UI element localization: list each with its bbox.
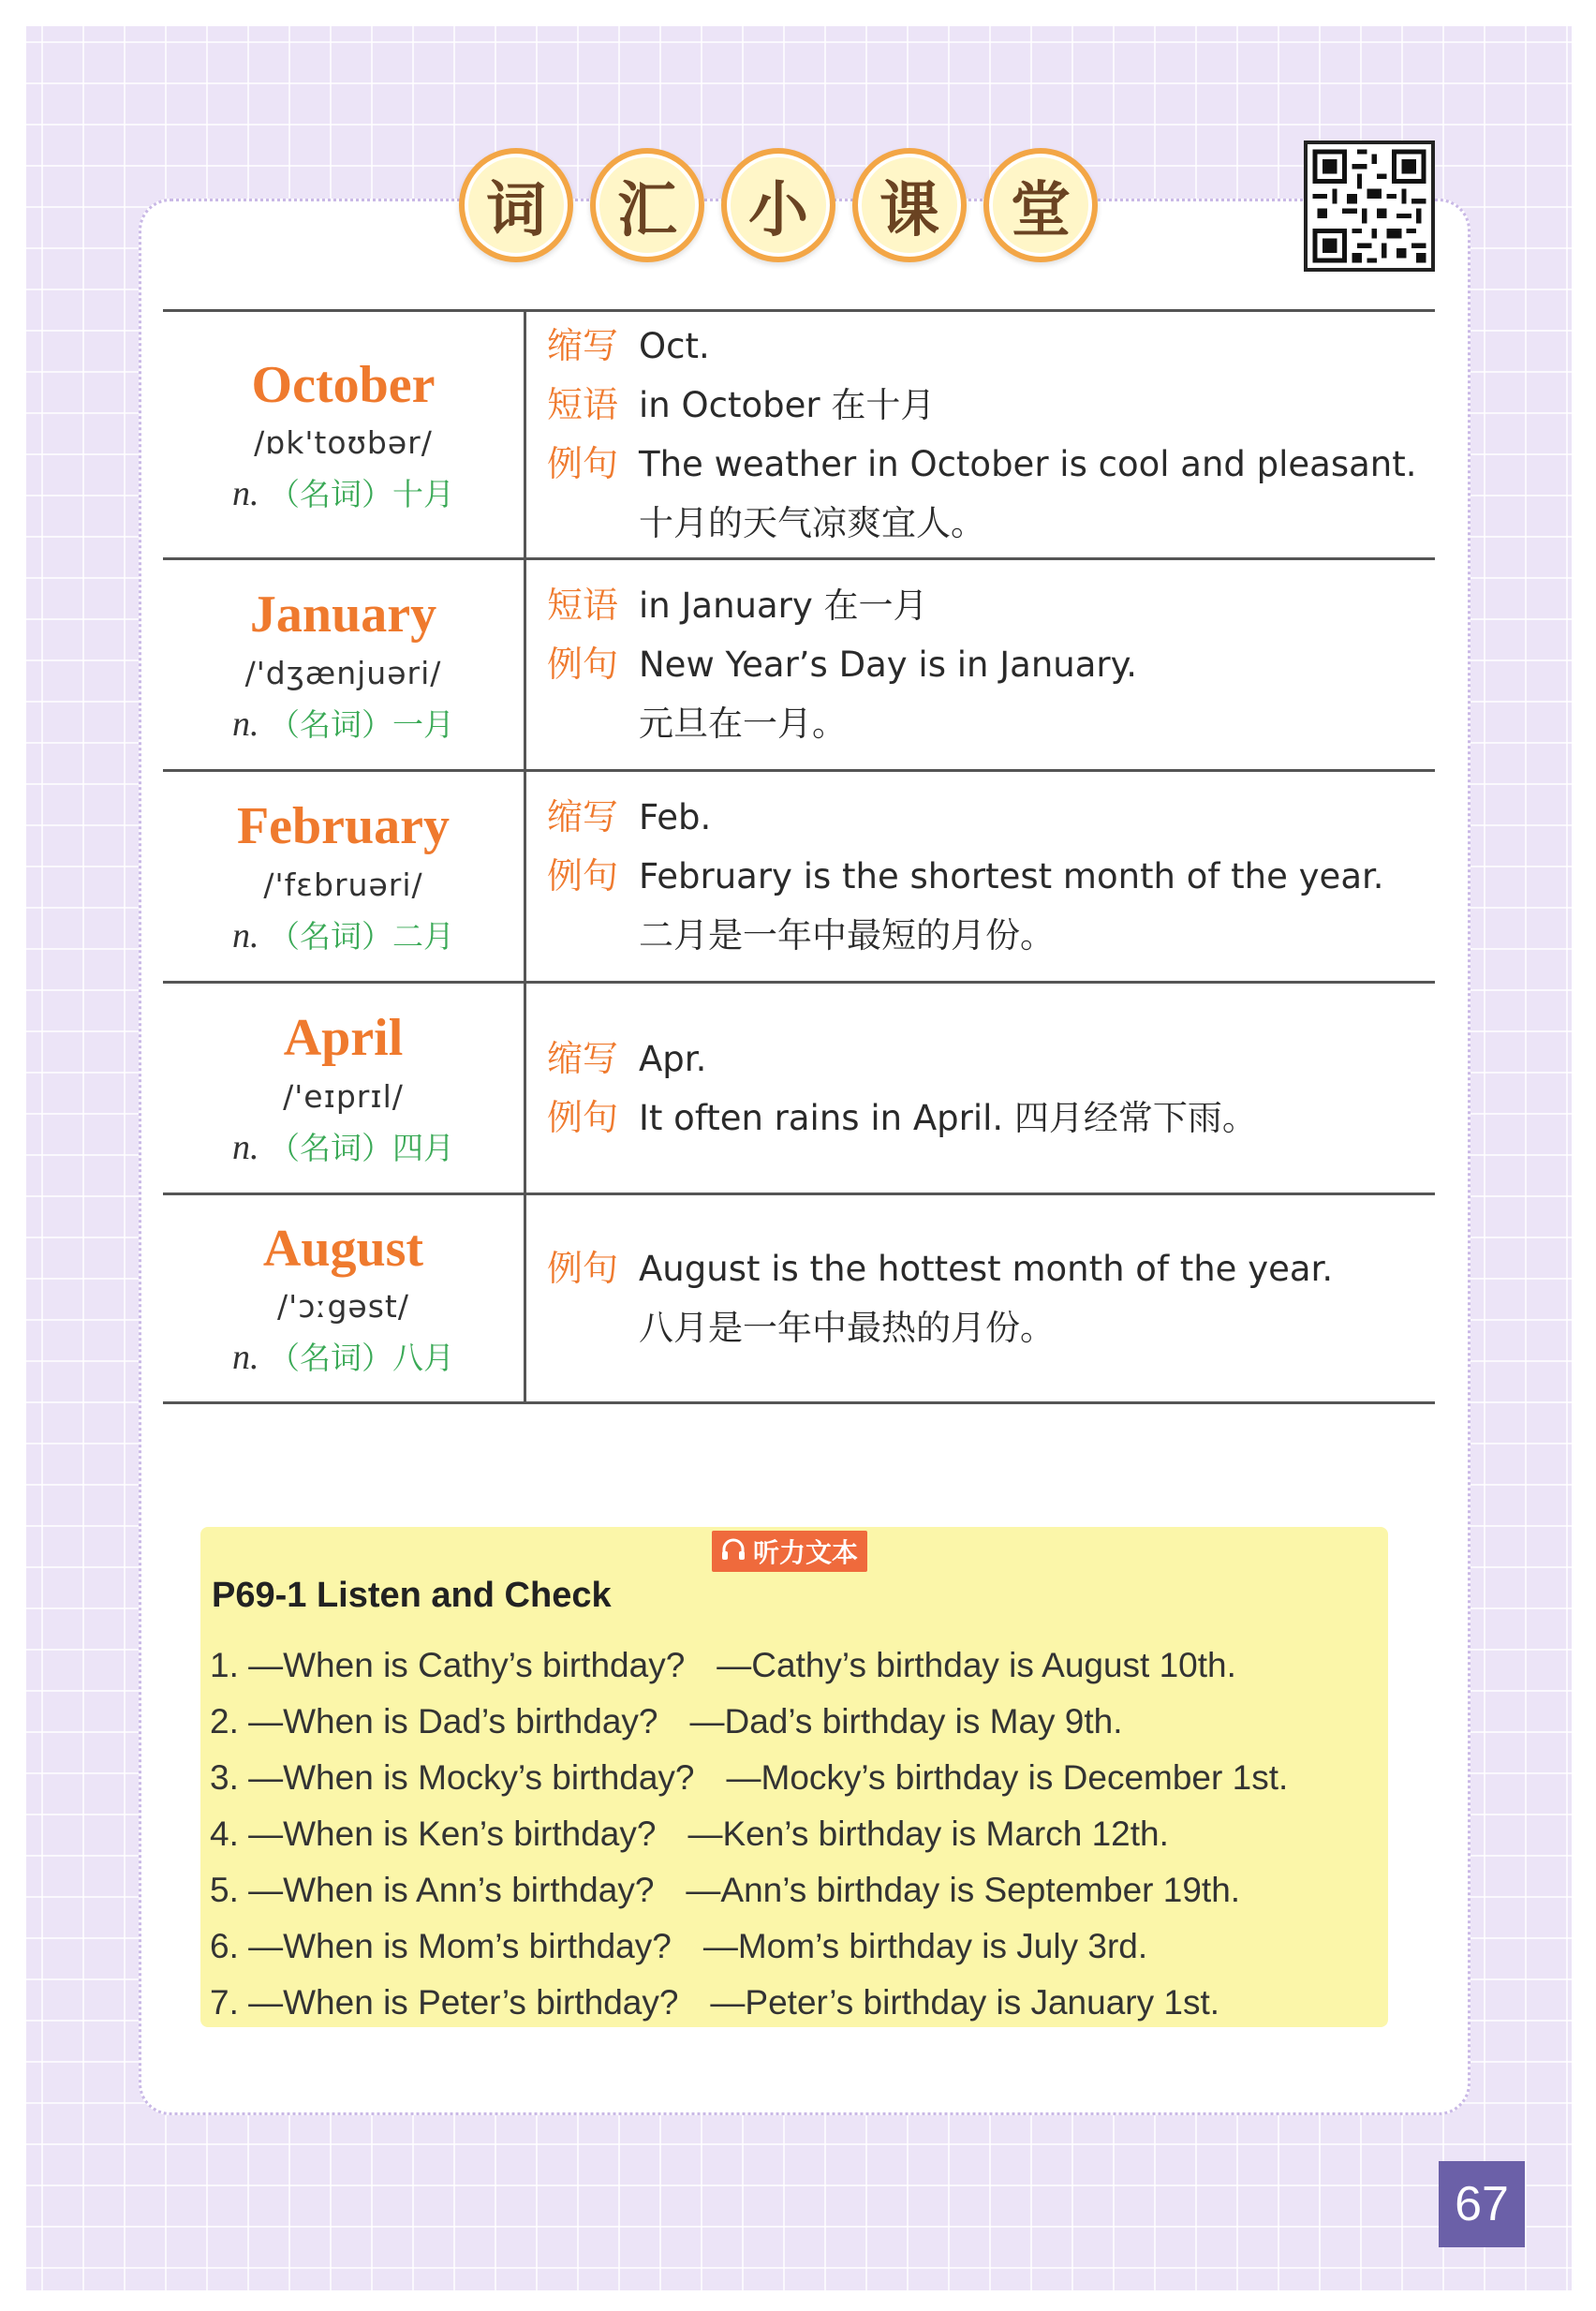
pos-meaning: （名词）二月 [269,917,454,955]
pos-abbr: n. [232,1127,259,1167]
line-text: in October 在十月 [639,385,936,425]
listening-list [210,1637,1288,2031]
vocab-row-january [163,557,1435,769]
line-tag: 缩写 [547,796,619,837]
detail-cell [526,772,1435,981]
right-margin [1572,0,1596,2311]
word-cell [163,772,526,981]
word: February [236,797,451,856]
answer: —Dad’s birthday is May 9th. [689,1702,1123,1741]
line-tag: 短语 [547,585,619,626]
section-title [459,148,1098,268]
detail-line [547,317,1435,376]
listening-title: P69-1 Listen and Check [212,1576,612,1615]
line-tag: 例句 [547,855,619,896]
question: 5. —When is Ann’s birthday? [210,1871,655,1909]
line-text: New Year’s Day is in January. [639,644,1137,685]
list-item [210,1637,1288,1694]
title-char: 汇 [590,148,704,262]
line-tag: 短语 [547,384,619,425]
detail-line [547,635,1435,694]
answer: —Peter’s birthday is January 1st. [710,1983,1220,2022]
answer: —Ann’s birthday is September 19th. [686,1871,1241,1909]
title-char: 小 [721,148,835,262]
headphones-icon [721,1536,746,1567]
list-item [210,1694,1288,1750]
translation: 十月的天气凉爽宜人。 [639,503,985,543]
phonetic: /'ɔːgəst/ [277,1288,409,1326]
detail-line [547,1089,1435,1148]
list-item [210,1975,1288,2031]
pos-meaning: （名词）八月 [269,1340,454,1377]
line-text: It often rains in April. 四月经常下雨。 [639,1097,1257,1138]
detail-line [547,1030,1435,1089]
detail-cell [526,560,1435,769]
phonetic: /ɒk'toʊbər/ [254,424,433,462]
pos-meaning: （名词）十月 [269,476,454,513]
phonetic: /'fɛbruəri/ [263,866,423,903]
left-margin [0,0,26,2311]
title-char: 堂 [983,148,1098,262]
listening-tag-label: 听力文本 [753,1537,859,1568]
word: October [251,355,436,414]
line-text: August is the hottest month of the year. [639,1249,1334,1289]
pos-abbr: n. [232,1338,259,1378]
line-text: February is the shortest month of the year. [639,856,1384,896]
line-tag: 缩写 [547,325,619,366]
phonetic: /'dʒænjuəri/ [244,654,442,691]
vocab-row-february [163,769,1435,981]
translation: 八月是一年中最热的月份。 [639,1308,1055,1348]
pos-abbr: n. [232,474,259,514]
detail-cell [526,984,1435,1193]
translation: 元旦在一月。 [639,704,847,744]
pos-meaning: （名词）一月 [269,705,454,743]
vocab-row-october [163,309,1435,557]
line-tag: 例句 [547,644,619,685]
list-item [210,1918,1288,1975]
question: 3. —When is Mocky’s birthday? [210,1758,695,1797]
line-text: The weather in October is cool and pleasant. [639,444,1417,484]
word-cell [163,312,526,557]
title-char: 课 [852,148,967,262]
pos-abbr: n. [232,704,259,744]
answer: —Cathy’s birthday is August 10th. [717,1646,1236,1684]
detail-line [547,376,1435,435]
vocab-row-april [163,981,1435,1193]
list-item [210,1750,1288,1806]
detail-line [547,847,1435,906]
line-text: in January 在一月 [639,585,928,626]
answer: —Ken’s birthday is March 12th. [687,1815,1169,1853]
word-cell [163,1195,526,1401]
answer: —Mocky’s birthday is December 1st. [726,1758,1289,1797]
list-item [210,1806,1288,1862]
detail-line [547,1239,1435,1298]
detail-cell [526,1195,1435,1401]
part-of-speech [232,470,454,514]
part-of-speech [232,1334,454,1378]
question: 2. —When is Dad’s birthday? [210,1702,658,1741]
vocab-row-august [163,1193,1435,1404]
question: 1. —When is Cathy’s birthday? [210,1646,686,1684]
line-tag: 例句 [547,1248,619,1289]
pos-meaning: （名词）四月 [269,1129,454,1166]
listening-text-box [200,1527,1388,2027]
question: 4. —When is Ken’s birthday? [210,1815,657,1853]
line-tag: 例句 [547,443,619,484]
answer: —Mom’s birthday is July 3rd. [702,1927,1148,1965]
word-cell [163,560,526,769]
word-cell [163,984,526,1193]
detail-line [547,576,1435,635]
word: April [283,1009,404,1068]
detail-cell [526,312,1435,557]
detail-line [547,435,1435,494]
vocabulary-table [163,309,1435,1404]
list-item [210,1862,1288,1918]
line-tag: 例句 [547,1096,619,1138]
line-tag: 缩写 [547,1037,619,1079]
word: January [249,585,437,644]
top-margin [0,0,1596,26]
line-text: Oct. [639,326,710,366]
question: 6. —When is Mom’s birthday? [210,1927,672,1965]
page-number: 67 [1439,2161,1525,2247]
pos-abbr: n. [232,915,259,956]
translation: 二月是一年中最短的月份。 [639,915,1055,956]
detail-line [547,788,1435,847]
part-of-speech [232,1124,454,1168]
line-text: Apr. [639,1038,707,1079]
part-of-speech [232,912,454,956]
word: August [262,1219,424,1278]
qr-code-icon[interactable] [1304,141,1435,272]
question: 7. —When is Peter’s birthday? [210,1983,679,2022]
part-of-speech [232,701,454,745]
title-char: 词 [459,148,573,262]
listening-tag[interactable] [712,1531,867,1572]
line-text: Feb. [639,797,712,837]
bottom-margin [0,2290,1596,2311]
phonetic: /'eɪprɪl/ [283,1077,404,1115]
